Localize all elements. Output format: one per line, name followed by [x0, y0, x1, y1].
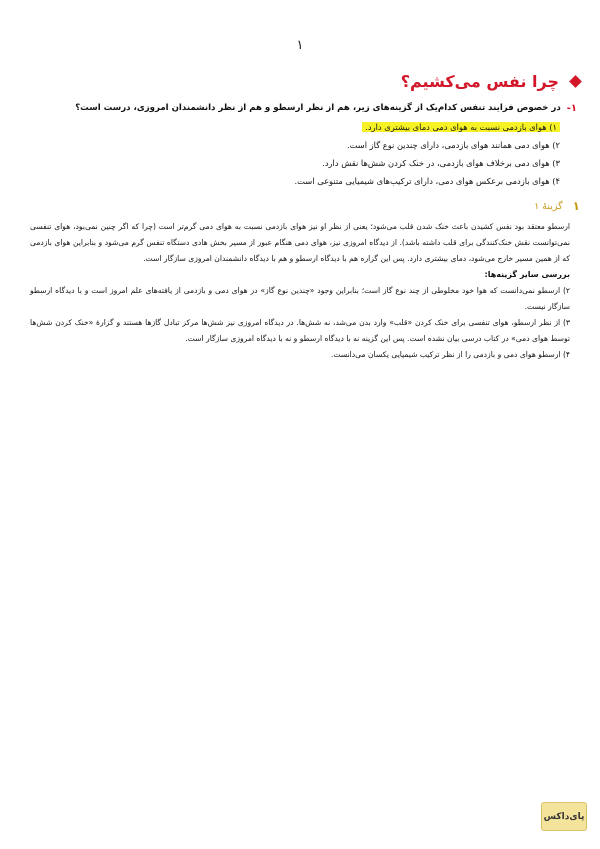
answer-number: ۱ — [572, 199, 580, 213]
section-title-text: چرا نفس می‌کشیم؟ — [400, 72, 559, 91]
answer-explanation — [30, 219, 570, 363]
page-number: ١ — [296, 38, 304, 53]
other-option-2: ۲) ارسطو نمی‌دانست که هوا خود مخلوطی از چند نوع گاز است؛ بنابراین وجود «چندین نوع گاز» در هوای دمی و بازدمی از یافته‌های علم امروز است و با دیدگاه ارسطو سازگار نیست. — [30, 286, 570, 311]
other-options-title: بررسی سایر گزینه‌ها: — [484, 270, 570, 279]
other-option-4: ۴) ارسطو هوای دمی و بازدمی را از نظر ترکیب شیمیایی یکسان می‌دانست. — [330, 350, 570, 359]
answer-header — [534, 199, 580, 213]
publisher-logo-text: پای‌داکس — [543, 811, 585, 822]
option-1 — [40, 121, 560, 133]
section-title — [401, 72, 580, 91]
option-1-text: ۱) هوای بازدمی نسبت به هوای دمی دمای بیشتری دارد. — [362, 122, 560, 132]
options-list — [40, 121, 560, 193]
diamond-bullet-icon — [569, 75, 582, 88]
option-2: ۲) هوای دمی همانند هوای بازدمی، دارای چندین نوع گاز است. — [347, 140, 560, 150]
question-text: در خصوص فرایند تنفس کدام‌یک از گزینه‌های زیر، هم از نظر ارسطو و هم از نظر دانشمندان امروزی، درست است؟ — [75, 103, 561, 113]
question — [17, 103, 577, 114]
publisher-logo — [541, 802, 587, 831]
question-number: ۱- — [566, 103, 577, 114]
other-option-3: ۳) از نظر ارسطو، هوای تنفسی برای خنک کردن «قلب» وارد بدن می‌شد، نه شش‌ها. در دیدگاه امروزی نیز شش‌ها مرکز تبادل گازها هستند و گزارهٔ «خنک کردن شش‌ها توسط هوای دمی» در کتاب درسی بیان نشده است. پس این گزینه نه با دیدگاه ارسطو و نه با دیدگاه امروزی سازگار است. — [30, 318, 570, 343]
answer-label: گزینهٔ ۱ — [534, 200, 563, 212]
explanation-paragraph: ارسطو معتقد بود نفس کشیدن باعث خنک شدن قلب می‌شود؛ یعنی از نظر او نیز هوای بازدمی نسبت به هوای دمی گرم‌تر است (چرا که اگر چنین نمی‌بود، هوای تنفسی نمی‌توانست نقش خنک‌کنندگی برای قلب داشته باشد). از دیدگاه امروزی نیز، هوای دمی هنگام عبور از مسیر بخش هادی دستگاه تنفس گرم می‌شود و بنابراین هوای بازدمی که از همین مسیر خارج می‌شود، دمای بیشتری دارد. پس این گزاره هم با دیدگاه ارسطو و هم با دیدگاه دانشمندان امروزی سازگار است. — [30, 222, 570, 263]
option-3: ۳) هوای دمی برخلاف هوای بازدمی، در خنک کردن شش‌ها نقش دارد. — [322, 158, 560, 168]
option-4: ۴) هوای بازدمی برعکس هوای دمی، دارای ترکیب‌های شیمیایی متنوعی است. — [294, 176, 560, 186]
